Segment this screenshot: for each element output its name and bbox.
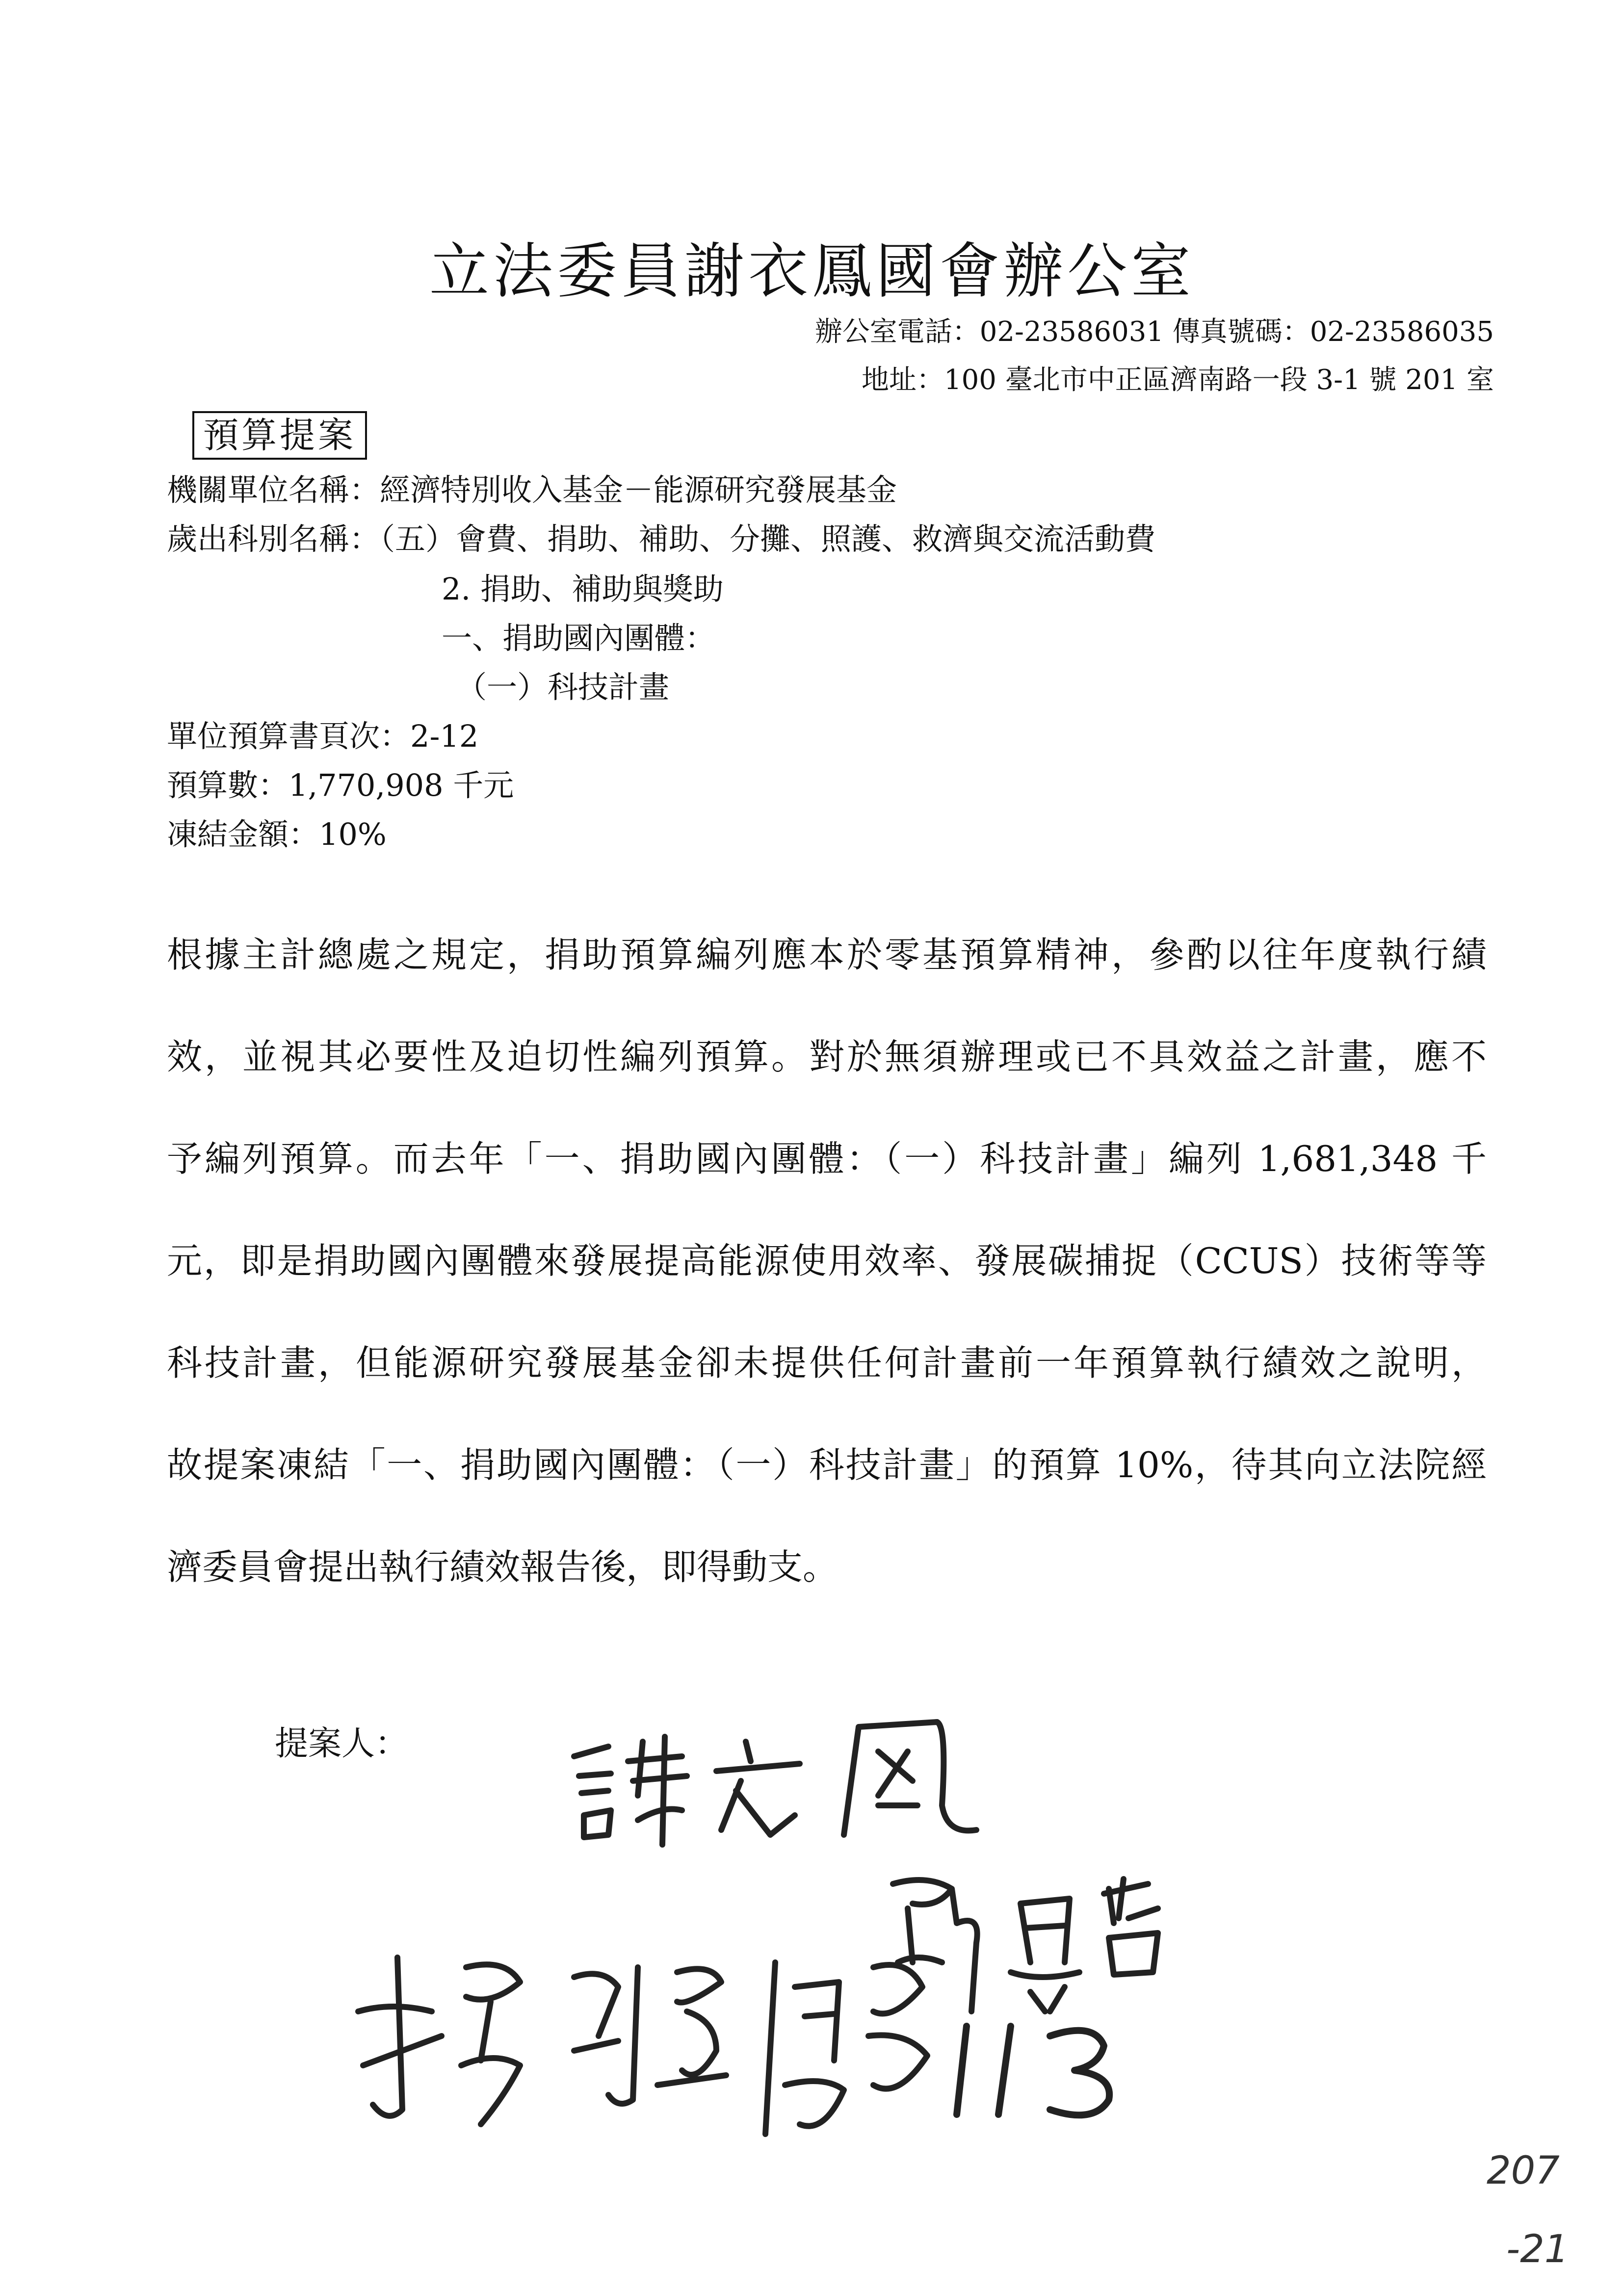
expenditure-subitem-2: 一、捐助國內團體： xyxy=(442,620,716,656)
proposer-label: 提案人： xyxy=(275,1724,409,1763)
body-paragraph-line: 故提案凍結「一、捐助國內團體：（一）科技計畫」的預算 10%，待其向立法院經 xyxy=(167,1444,1487,1486)
freeze-amount: 凍結金額：10% xyxy=(167,816,387,852)
office-address: 地址：100 臺北市中正區濟南路一段 3-1 號 201 室 xyxy=(862,364,1494,396)
handwritten-signature-3 xyxy=(343,1938,981,2183)
handwritten-signature-1 xyxy=(564,1707,1006,1854)
office-phone-fax: 辦公室電話：02-23586031 傳真號碼：02-23586035 xyxy=(814,316,1494,348)
body-paragraph-line: 濟委員會提出執行績效報告後，即得動支。 xyxy=(167,1546,838,1588)
expenditure-category: 歲出科別名稱：（五）會費、捐助、補助、分攤、照護、救濟與交流活動費 xyxy=(167,521,1156,557)
agency-name: 機關單位名稱：經濟特別收入基金－能源研究發展基金 xyxy=(167,472,897,508)
budget-page-reference: 單位預算書頁次：2-12 xyxy=(167,718,479,754)
body-paragraph-line: 科技計畫，但能源研究發展基金卻未提供任何計畫前一年預算執行績效之說明， xyxy=(167,1342,1487,1383)
expenditure-subitem-1: 2. 捐助、補助與獎助 xyxy=(442,571,724,607)
body-paragraph-line: 根據主計總處之規定，捐助預算編列應本於零基預算精神，參酌以往年度執行績 xyxy=(167,934,1487,975)
expenditure-subitem-3: （一）科技計畫 xyxy=(456,669,670,705)
handwritten-page-number-top: 207 xyxy=(1487,2149,1560,2193)
body-paragraph-line: 元，即是捐助國內團體來發展提高能源使用效率、發展碳捕捉（CCUS）技術等等 xyxy=(167,1240,1487,1281)
office-title: 立法委員謝衣鳳國會辦公室 xyxy=(429,236,1195,306)
handwritten-page-number-bottom: -21 xyxy=(1506,2227,1569,2271)
body-paragraph-line: 效，並視其必要性及迫切性編列預算。對於無須辦理或已不具效益之計畫，應不 xyxy=(167,1036,1487,1077)
budget-amount: 預算數：1,770,908 千元 xyxy=(167,767,514,803)
handwritten-number-113 xyxy=(947,2016,1153,2124)
body-paragraph-line: 予編列預算。而去年「一、捐助國內團體：（一）科技計畫」編列 1,681,348 千 xyxy=(167,1138,1487,1179)
proposal-type-label: 預算提案 xyxy=(192,411,367,460)
